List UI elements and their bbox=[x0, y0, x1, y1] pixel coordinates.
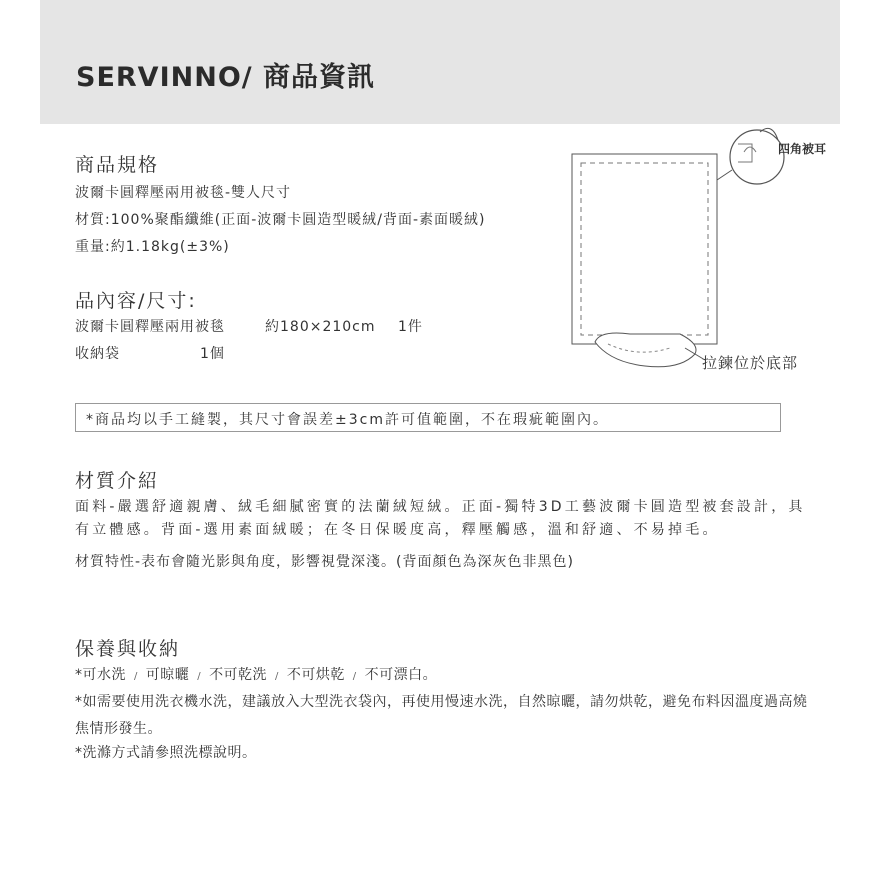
care-item: 不可烘乾 bbox=[286, 667, 345, 683]
spec-title: 商品規格 bbox=[75, 154, 160, 176]
care-item: 不可乾洗 bbox=[209, 667, 268, 683]
care-washing-note: *如需要使用洗衣機水洗，建議放入大型洗衣袋內，再使用慢速水洗，自然晾曬，請勿烘乾，避免布料因溫度過高燒焦情形發生。 bbox=[75, 694, 808, 737]
notice-box bbox=[75, 403, 781, 432]
care-title: 保養與收納 bbox=[75, 638, 181, 660]
contents-row-qty: 1件 bbox=[398, 319, 423, 335]
blanket-outline bbox=[572, 154, 717, 344]
magnifier-connector-line bbox=[717, 170, 732, 180]
notice-text: *商品均以手工縫製，其尺寸會誤差±3cm許可值範圍，不在瑕疵範圍內。 bbox=[86, 412, 609, 428]
spec-line-name: 波爾卡圓釋壓兩用被毯-雙人尺寸 bbox=[75, 185, 292, 201]
contents-title: 品內容/尺寸: bbox=[75, 290, 197, 312]
page-title: SERVINNO/ 商品資訊 bbox=[76, 62, 376, 93]
care-options bbox=[75, 662, 820, 690]
spec-line-material: 材質:100%聚酯纖維(正面-波爾卡圓造型暖絨/背面-素面暖絨) bbox=[75, 212, 486, 228]
material-title: 材質介紹 bbox=[75, 470, 160, 492]
zipper-label: 拉鍊位於底部 bbox=[702, 354, 799, 372]
care-separator: / bbox=[352, 671, 357, 682]
header-banner bbox=[40, 0, 840, 124]
care-separator: / bbox=[133, 671, 138, 682]
care-separator: / bbox=[275, 671, 279, 682]
care-label-note: *洗滌方式請參照洗標說明。 bbox=[75, 745, 257, 761]
ear-label: 四角被耳 bbox=[778, 142, 827, 156]
material-feature: 材質特性-表布會隨光影與角度，影響視覺深淺。(背面顏色為深灰色非黑色) bbox=[75, 554, 574, 570]
care-item: 可晾曬 bbox=[145, 667, 190, 683]
contents-row-name: 收納袋 bbox=[75, 346, 120, 362]
contents-row-size: 約180×210cm bbox=[265, 319, 376, 335]
storage-bag-shape bbox=[595, 333, 696, 367]
ear-magnifier-circle bbox=[730, 130, 784, 184]
material-paragraph: 面料-嚴選舒適親膚、絨毛細膩密實的法蘭絨短絨。正面-獨特3D工藝波爾卡圓造型被套設計，具有立體感。背面-選用素面絨暖；在冬日保暖度高，釋壓觸感，溫和舒適、不易掉毛。 bbox=[75, 499, 806, 538]
blanket-diagram bbox=[560, 122, 860, 382]
care-item: 不可漂白。 bbox=[364, 667, 438, 683]
care-separator: / bbox=[197, 671, 202, 682]
spec-line-weight: 重量:約1.18kg(±3%) bbox=[75, 239, 230, 255]
care-item: *可水洗 bbox=[75, 667, 126, 683]
contents-row-name: 波爾卡圓釋壓兩用被毯 bbox=[75, 319, 225, 335]
contents-row-qty: 1個 bbox=[200, 346, 225, 362]
